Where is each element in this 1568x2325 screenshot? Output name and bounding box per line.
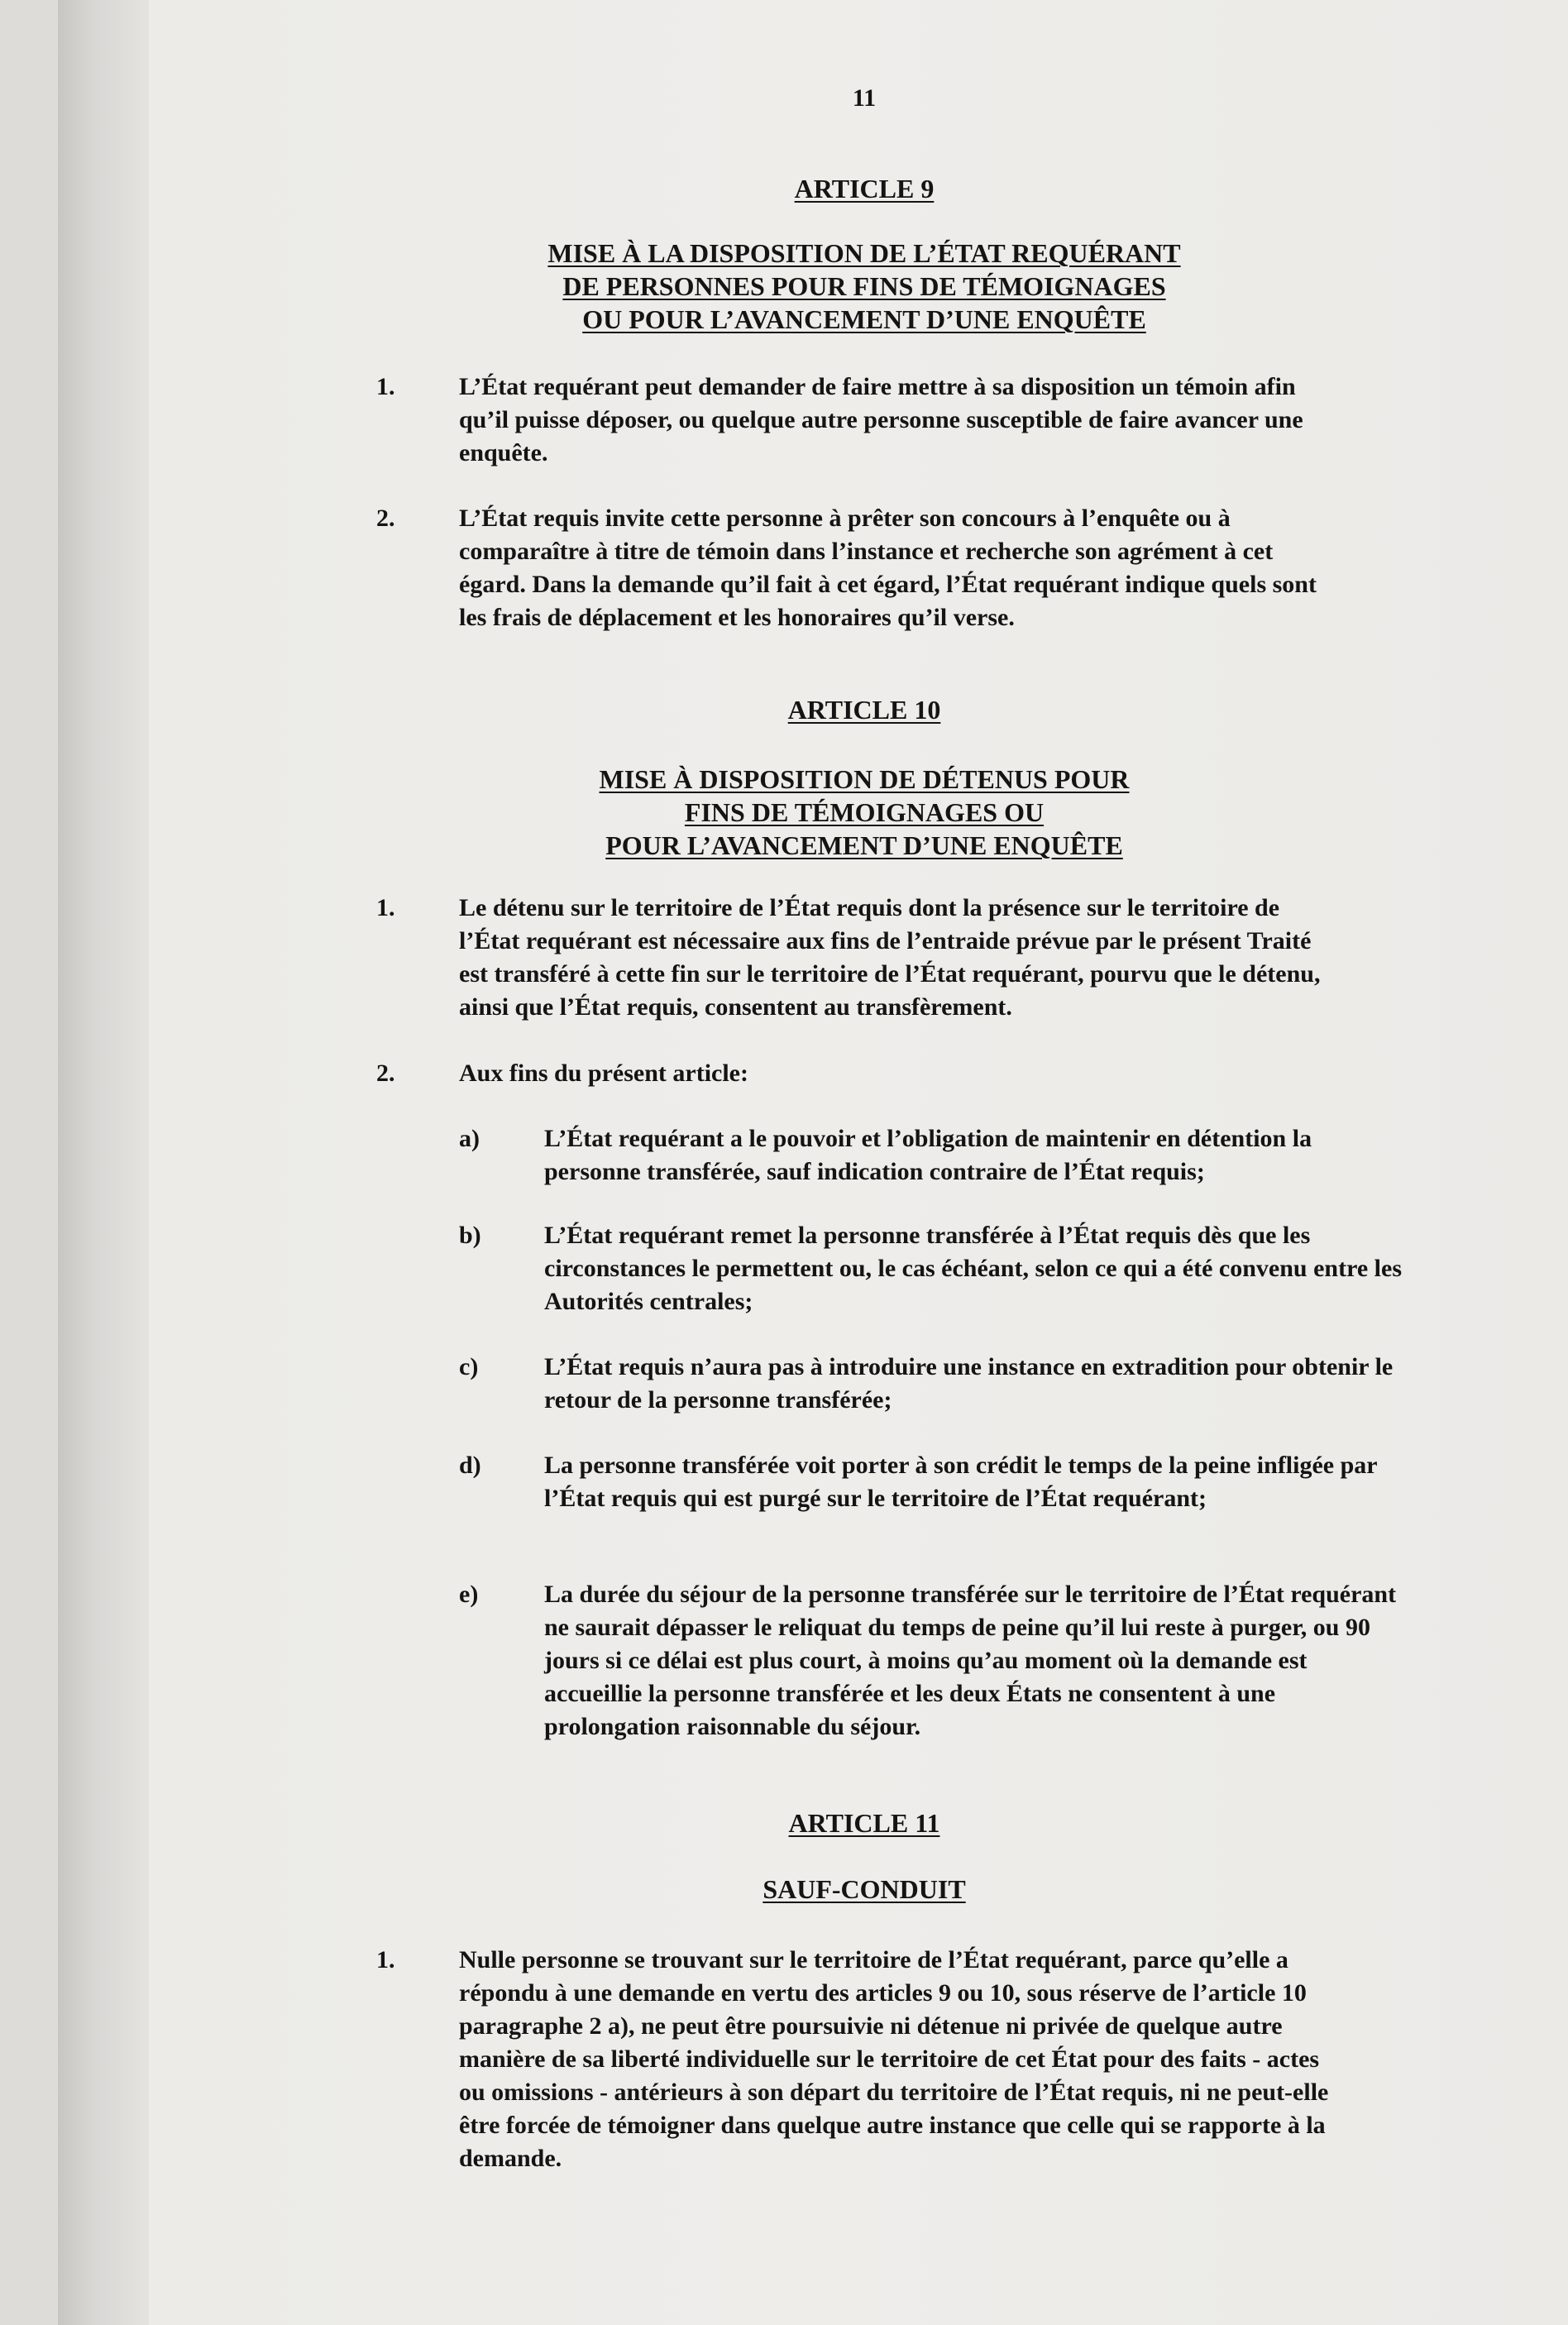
paragraph-text: Le détenu sur le territoire de l’État requis dont la présence sur le territoire de l’État requérant est nécessaire aux fins de l’entraide prévue par le présent Traité est transféré à cette fin sur le territoire de l’État requérant, pourvu que le détenu, ainsi que l’État requis, consentent au transfèrement. <box>459 894 1321 1021</box>
subparagraph-letter: d) <box>459 1452 481 1479</box>
heading-line: FINS DE TÉMOIGNAGES OU <box>684 797 1045 827</box>
subparagraph-letter: e) <box>459 1581 479 1608</box>
subparagraph-text: La personne transférée voit porter à son crédit le temps de la peine infligée par l’État requis qui est purgé sur le territoire de l’État requérant; <box>544 1452 1378 1512</box>
subparagraph-text: L’État requérant remet la personne transférée à l’État requis dès que les circonstances le permettent ou, le cas échéant, selon ce qui a été convenu entre les Autorités centrales; <box>544 1222 1403 1315</box>
subparagraph-text: L’État requis n’aura pas à introduire une instance en extradition pour obtenir le retour de la personne transférée; <box>544 1353 1394 1414</box>
heading-line: MISE À LA DISPOSITION DE L’ÉTAT REQUÉRANT <box>547 238 1181 268</box>
page-binding-shadow <box>58 0 149 2325</box>
paragraph-number: 2. <box>376 1060 395 1087</box>
page-content <box>314 0 1414 2325</box>
paragraph-number: 2. <box>376 505 395 532</box>
subparagraph-text: La durée du séjour de la personne transférée sur le territoire de l’État requérant ne saurait dépasser le reliquat du temps de peine qu’il lui reste à purger, ou 90 jours si ce délai est plus court, à moins qu’au moment où la demande est accueillie la personne transférée et les deux États ne consentent à une prolongation raisonnable du séjour. <box>544 1581 1397 1740</box>
article-9-title: ARTICLE 9 <box>794 174 935 203</box>
paragraph-number: 1. <box>376 894 395 921</box>
article-9-heading <box>314 237 1414 336</box>
heading-line: MISE À DISPOSITION DE DÉTENUS POUR <box>599 764 1130 794</box>
page-number: 11 <box>852 84 877 112</box>
heading-line: DE PERSONNES POUR FINS DE TÉMOIGNAGES <box>562 271 1166 301</box>
paragraph-text: Aux fins du présent article: <box>459 1060 748 1087</box>
document-page <box>58 0 1568 2325</box>
subparagraph-letter: b) <box>459 1222 481 1249</box>
article-10-title: ARTICLE 10 <box>787 695 941 725</box>
heading-line: SAUF-CONDUIT <box>762 1874 966 1904</box>
subparagraph-letter: a) <box>459 1125 480 1152</box>
heading-line: OU POUR L’AVANCEMENT D’UNE ENQUÊTE <box>582 304 1146 334</box>
paragraph-text: L’État requérant peut demander de faire mettre à sa disposition un témoin afin qu’il puisse déposer, ou quelque autre personne susceptible de faire avancer une enquête. <box>459 373 1303 466</box>
article-10-heading <box>314 763 1414 862</box>
heading-line: POUR L’AVANCEMENT D’UNE ENQUÊTE <box>605 830 1123 860</box>
subparagraph-text: L’État requérant a le pouvoir et l’obligation de maintenir en détention la personne transférée, sauf indication contraire de l’État requis; <box>544 1125 1312 1185</box>
paragraph-number: 1. <box>376 373 395 400</box>
article-11-title: ARTICLE 11 <box>788 1808 940 1838</box>
paragraph-text: L’État requis invite cette personne à prêter son concours à l’enquête ou à comparaître à titre de témoin dans l’instance et recherche son agrément à cet égard. Dans la demande qu’il fait à cet égard, l’État requérant indique quels sont les frais de déplacement et les honoraires qu’il verse. <box>459 505 1317 631</box>
paragraph-text: Nulle personne se trouvant sur le territoire de l’État requérant, parce qu’elle a répondu à une demande en vertu des articles 9 ou 10, sous réserve de l’article 10 paragraphe 2 a), ne peut être poursuivie ni détenue ni privée de quelque autre manière de sa liberté individuelle sur le territoire de cet État pour des faits - actes ou omissions - antérieurs à son départ du territoire de l’État requis, ni ne peut-elle être forcée de témoigner dans quelque autre instance que celle qui se rapporte à la demande. <box>459 1946 1329 2172</box>
article-11-heading <box>314 1873 1414 1906</box>
subparagraph-letter: c) <box>459 1353 479 1380</box>
paragraph-number: 1. <box>376 1946 395 1973</box>
